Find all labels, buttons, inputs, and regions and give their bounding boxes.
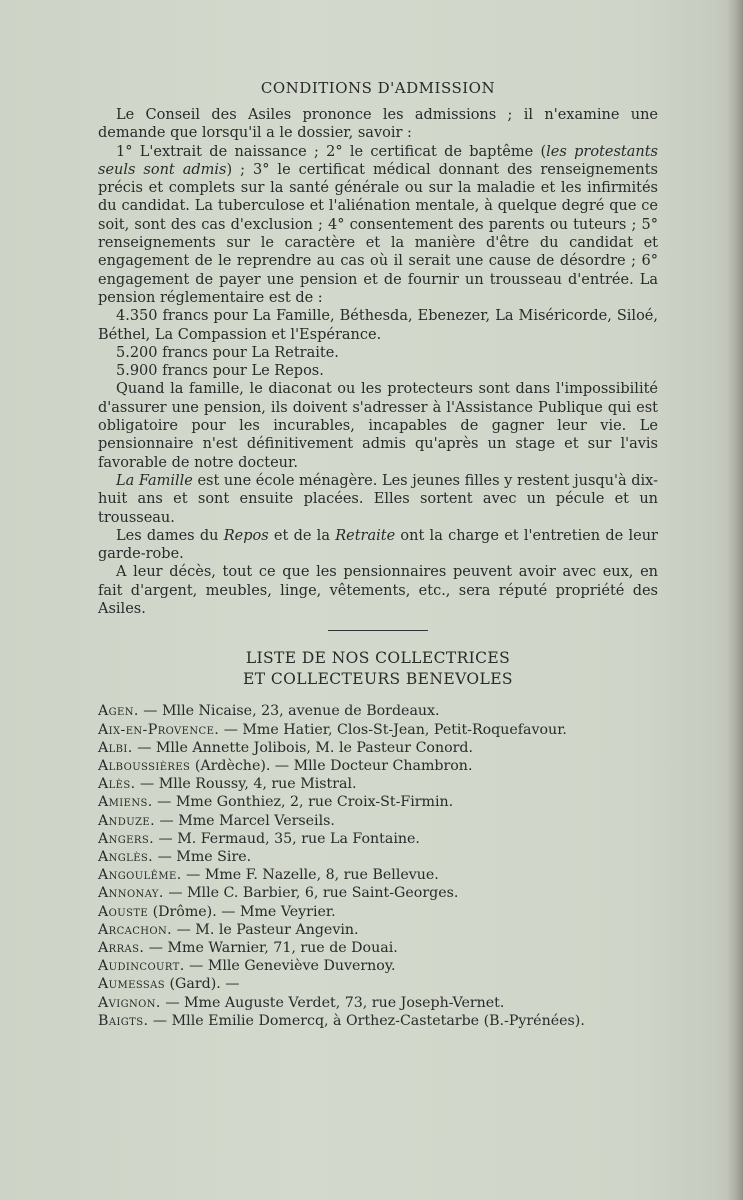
list-item <box>98 994 658 1012</box>
list-item <box>98 757 658 775</box>
place-name: Angers. <box>98 830 154 847</box>
conditions-paragraph-6: A leur décès, tout ce que les pensionnaires peuvent avoir avec eux, en fait d'argent, meubles, linge, vêtements, etc., sera réputé propriété des Asiles. <box>98 564 658 618</box>
list-item <box>98 812 658 830</box>
document-body <box>98 78 658 1030</box>
paragraph-text: ) ; 3° le certificat médical donnant des renseignements précis et complets sur la santé générale ou sur la maladie et les infirmités du candidat. La tuberculose et l'aliénation mentale, à quelque degré que ce soit, sont des cas d'exclusion ; 4° consentement des parents ou tuteurs ; 5° renseignements sur le caractère et la manière d'être du candidat et engagement de le reprendre au cas où il serait une cause de désordre ; 6° engagement de payer une pension et de fournir un trousseau d'entrée. La pension réglementaire est de : <box>98 161 658 306</box>
collector-details: — Mlle Annette Jolibois, M. le Pasteur Conord. <box>132 739 474 756</box>
list-item <box>98 702 658 720</box>
list-item <box>98 975 658 993</box>
collector-details: — Mlle Roussy, 4, rue Mistral. <box>135 776 357 793</box>
price-line-2: 5.200 francs pour La Retraite. <box>116 344 339 361</box>
list-item <box>98 957 658 975</box>
place-name: Arras. <box>98 939 145 956</box>
list-title-line-2: ET COLLECTEURS BENEVOLES <box>243 670 513 689</box>
list-item <box>98 921 658 939</box>
place-name: Anduze. <box>98 812 155 829</box>
collector-details: — Mme Warnier, 71, rue de Douai. <box>144 939 398 956</box>
conditions-paragraph-5 <box>98 527 658 564</box>
list-item <box>98 884 658 902</box>
place-name: Aumessas <box>98 976 166 993</box>
page-edge-shadow <box>727 0 743 1200</box>
collector-details: — Mme Sire. <box>153 848 252 865</box>
collector-details: (Ardèche). — Mlle Docteur Chambron. <box>190 757 473 774</box>
conditions-title: CONDITIONS D'ADMISSION <box>260 79 496 97</box>
collector-details: — Mme F. Nazelle, 8, rue Bellevue. <box>181 867 439 884</box>
list-item <box>98 848 658 866</box>
place-name: Alès. <box>98 776 136 793</box>
italic-text: Repos <box>223 527 269 544</box>
list-item <box>98 1012 658 1030</box>
list-item <box>98 939 658 957</box>
collector-details: — Mme Gonthiez, 2, rue Croix-St-Firmin. <box>152 794 454 811</box>
list-item <box>98 866 658 884</box>
list-item <box>98 793 658 811</box>
paragraph-text: 1° L'extrait de naissance ; 2° le certificat de baptême ( <box>116 143 547 160</box>
list-item <box>98 739 658 757</box>
price-line-3: 5.900 francs pour Le Repos. <box>116 363 324 380</box>
conditions-paragraph-3: Quand la famille, le diaconat ou les protecteurs sont dans l'impossibilité d'assurer une pension, ils doivent s'adresser à l'Assistance Publique qui est obligatoire pour les incurables, incapables de gagner leur vie. Le pensionnaire n'est définitivement admis qu'après un stage et sur l'avis favorable de notre docteur. <box>98 381 658 471</box>
price-line-1: 4.350 francs pour La Famille, Béthesda, Ebenezer, La Miséricorde, Siloé, Béthel, La Compassion et l'Espérance. <box>98 308 658 343</box>
collector-details: — Mme Auguste Verdet, 73, rue Joseph-Vernet. <box>160 994 505 1011</box>
place-name: Anglès. <box>98 848 154 865</box>
paragraph-text: est une école ménagère. Les jeunes filles y restent jusqu'à dix-huit ans et sont ensuite placées. Elles sortent avec un pécule et un trousseau. <box>98 472 658 526</box>
section-divider <box>98 618 658 648</box>
place-name: Arcachon. <box>98 921 173 938</box>
collector-details: — Mlle C. Barbier, 6, rue Saint-Georges. <box>163 885 459 902</box>
conditions-paragraph-2 <box>98 143 658 308</box>
place-name: Aix-en-Provence. <box>98 721 220 738</box>
collector-details: — Mlle Nicaise, 23, avenue de Bordeaux. <box>138 703 440 720</box>
conditions-paragraph-4 <box>98 472 658 527</box>
italic-text: les protestants seuls sont admis <box>98 143 659 178</box>
place-name: Baigts. <box>98 1012 149 1029</box>
place-name: Annonay. <box>98 885 164 902</box>
place-name: Alboussières <box>98 757 191 774</box>
place-name: Avignon. <box>98 994 161 1011</box>
paragraph-text: Les dames du <box>116 527 224 544</box>
place-name: Angoulême. <box>98 867 182 884</box>
italic-text: La Famille <box>116 472 193 489</box>
paragraph-text: ont la charge et l'entretien de leur garde-robe. <box>98 527 658 563</box>
list-title-line-1: LISTE DE NOS COLLECTRICES <box>245 649 511 668</box>
collector-details: — M. Fermaud, 35, rue La Fontaine. <box>153 830 420 847</box>
place-name: Amiens. <box>98 794 153 811</box>
paragraph-text: et de la <box>268 527 336 544</box>
collector-details: — Mme Hatier, Clos-St-Jean, Petit-Roquefavour. <box>219 721 567 738</box>
place-name: Agen. <box>98 703 139 720</box>
list-item <box>98 903 658 921</box>
collector-details: — M. le Pasteur Angevin. <box>172 921 359 938</box>
collector-details: (Drôme). — Mme Veyrier. <box>148 903 336 920</box>
collector-details: — Mlle Geneviève Duvernoy. <box>184 958 396 975</box>
place-name: Audincourt. <box>98 958 185 975</box>
list-item <box>98 830 658 848</box>
place-name: Albi. <box>98 739 133 756</box>
conditions-paragraph-1: Le Conseil des Asiles prononce les admissions ; il n'examine une demande que lorsqu'il a le dossier, savoir : <box>98 107 658 142</box>
divider-rule <box>328 630 428 631</box>
list-item <box>98 775 658 793</box>
collector-details: — Mlle Emilie Domercq, à Orthez-Castetarbe (B.-Pyrénées). <box>148 1012 585 1029</box>
collector-details: (Gard). — <box>165 976 240 993</box>
italic-text: Retraite <box>335 527 396 544</box>
collector-details: — Mme Marcel Verseils. <box>155 812 335 829</box>
collectors-list <box>98 702 658 1030</box>
list-item <box>98 721 658 739</box>
place-name: Aouste <box>98 903 149 920</box>
